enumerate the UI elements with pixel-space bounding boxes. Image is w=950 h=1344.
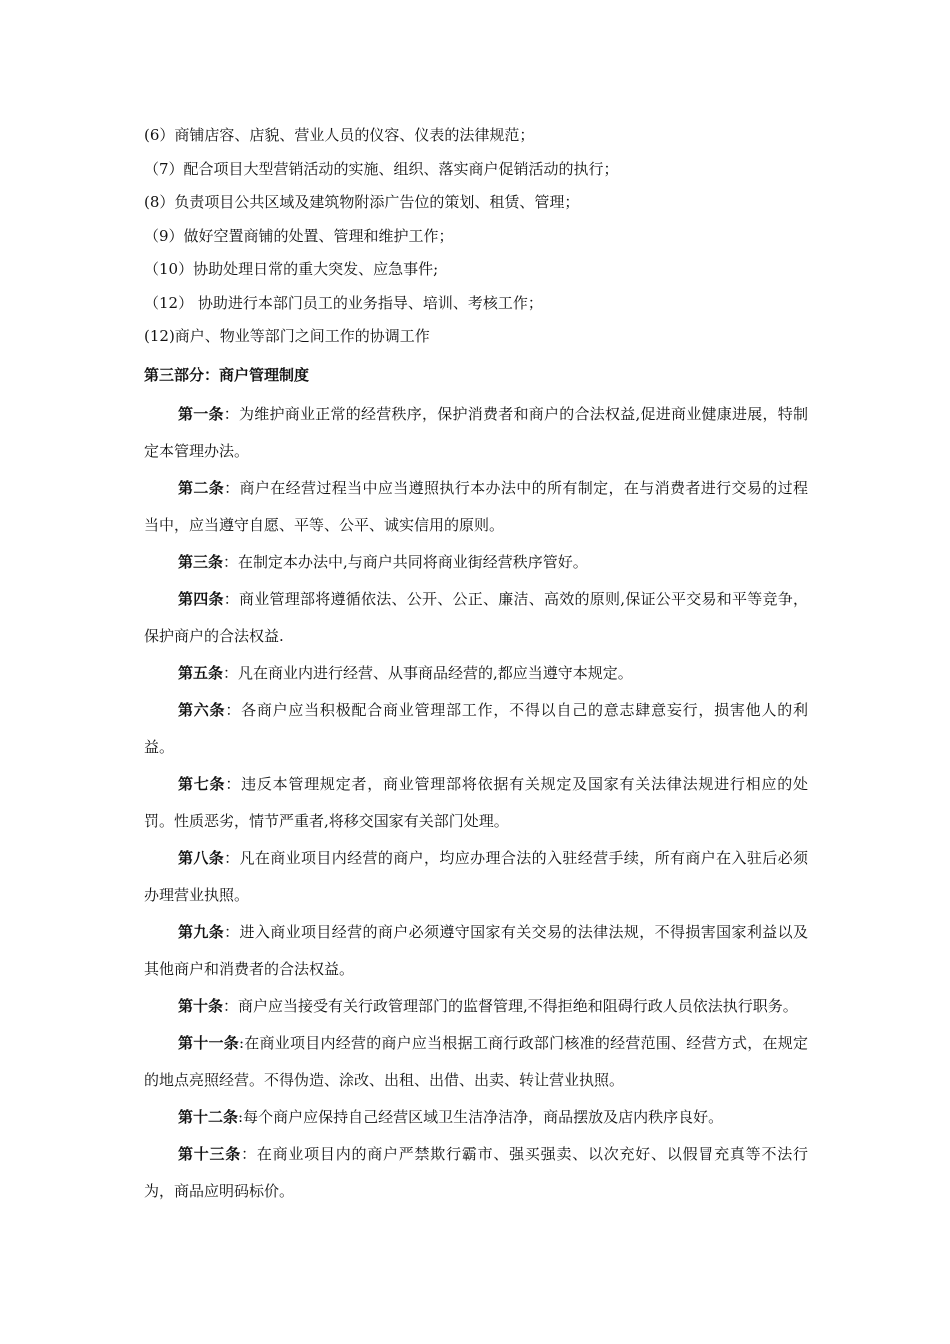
article-label: 第九条 [178,923,225,941]
list-item: (12)商户、物业等部门之间工作的协调工作 [144,327,430,345]
list-item: （12） 协助进行本部门员工的业务指导、培训、考核工作； [144,293,543,312]
article-text: ：为维护商业正常的经营秩序，保护消费者和商户的合法权益,促进商业健康进展，特制定本管理办法。 [144,405,808,460]
article-text: ：在商业项目内的商户严禁欺行霸市、强买强卖、以次充好、以假冒充真等不法行为，商品应明码标价。 [144,1145,808,1200]
list-item: （9）做好空置商铺的处置、管理和维护工作； [144,226,454,245]
article-text: ：在制定本办法中,与商户共同将商业街经营秩序管好。 [223,553,588,571]
article [144,396,808,470]
list-item: （7）配合项目大型营销活动的实施、组织、落实商户促销活动的执行； [144,159,619,178]
article [144,840,808,914]
article-label: 第四条 [178,590,224,608]
article-text: ：凡在商业内进行经营、从事商品经营的,都应当遵守本规定。 [223,664,633,682]
list-item: (8）负责项目公共区域及建筑物附添广告位的策划、租赁、管理； [144,193,580,211]
article-label: 第三条 [178,553,224,571]
article [144,1136,808,1210]
list-item: （10）协助处理日常的重大突发、应急事件; [144,260,439,278]
article-text: :在商业项目内经营的商户应当根据工商行政部门核准的经营范围、经营方式，在规定的地点亮照经营。不得伪造、涂改、出租、出借、出卖、转让营业执照。 [144,1034,808,1089]
article-label: 第六条 [178,701,226,719]
list-item: (6）商铺店容、店貌、营业人员的仪容、仪表的法律规范； [144,126,535,144]
article-text: ：商业管理部将遵循依法、公开、公正、廉洁、高效的原则,保证公平交易和平等竞争，保护商户的合法权益. [144,590,808,645]
article-text: ：违反本管理规定者，商业管理部将依据有关规定及国家有关法律法规进行相应的处罚。性质恶劣，情节严重者,将移交国家有关部门处理。 [144,775,808,830]
article-text: ：商户在经营过程当中应当遵照执行本办法中的所有制定，在与消费者进行交易的过程当中，应当遵守自愿、平等、公平、诚实信用的原则。 [144,479,808,534]
article [144,581,808,655]
article-text: ：各商户应当积极配合商业管理部工作，不得以自己的意志肆意妄行，损害他人的利益。 [144,701,808,756]
article-label: 第十条 [178,997,224,1015]
article [144,988,808,1025]
duty-list [144,124,824,359]
article [144,692,808,766]
article [144,544,808,581]
article-label: 第十二条 [178,1108,239,1126]
article-label: 第十三条 [178,1145,242,1163]
article-label: 第八条 [178,849,225,867]
article-text: ：商户应当接受有关行政管理部门的监督管理,不得拒绝和阻碍行政人员依法执行职务。 [223,997,798,1015]
article-text: :每个商户应保持自己经营区域卫生洁净洁净，商品摆放及店内秩序良好。 [238,1108,724,1126]
article-label: 第十一条 [178,1034,239,1052]
article [144,1025,808,1099]
article [144,1099,808,1136]
article-label: 第一条 [178,405,224,423]
section-title: 第三部分：商户管理制度 [144,366,310,384]
article-label: 第二条 [178,479,225,497]
article-label: 第五条 [178,664,224,682]
article-text: ：凡在商业项目内经营的商户，均应办理合法的入驻经营手续，所有商户在入驻后必须办理营业执照。 [144,849,808,904]
article [144,914,808,988]
article-label: 第七条 [178,775,226,793]
article-text: ：进入商业项目经营的商户必须遵守国家有关交易的法律法规，不得损害国家利益以及其他商户和消费者的合法权益。 [144,923,808,978]
article [144,766,808,840]
article [144,470,808,544]
article-list [144,396,808,1210]
article [144,655,808,692]
